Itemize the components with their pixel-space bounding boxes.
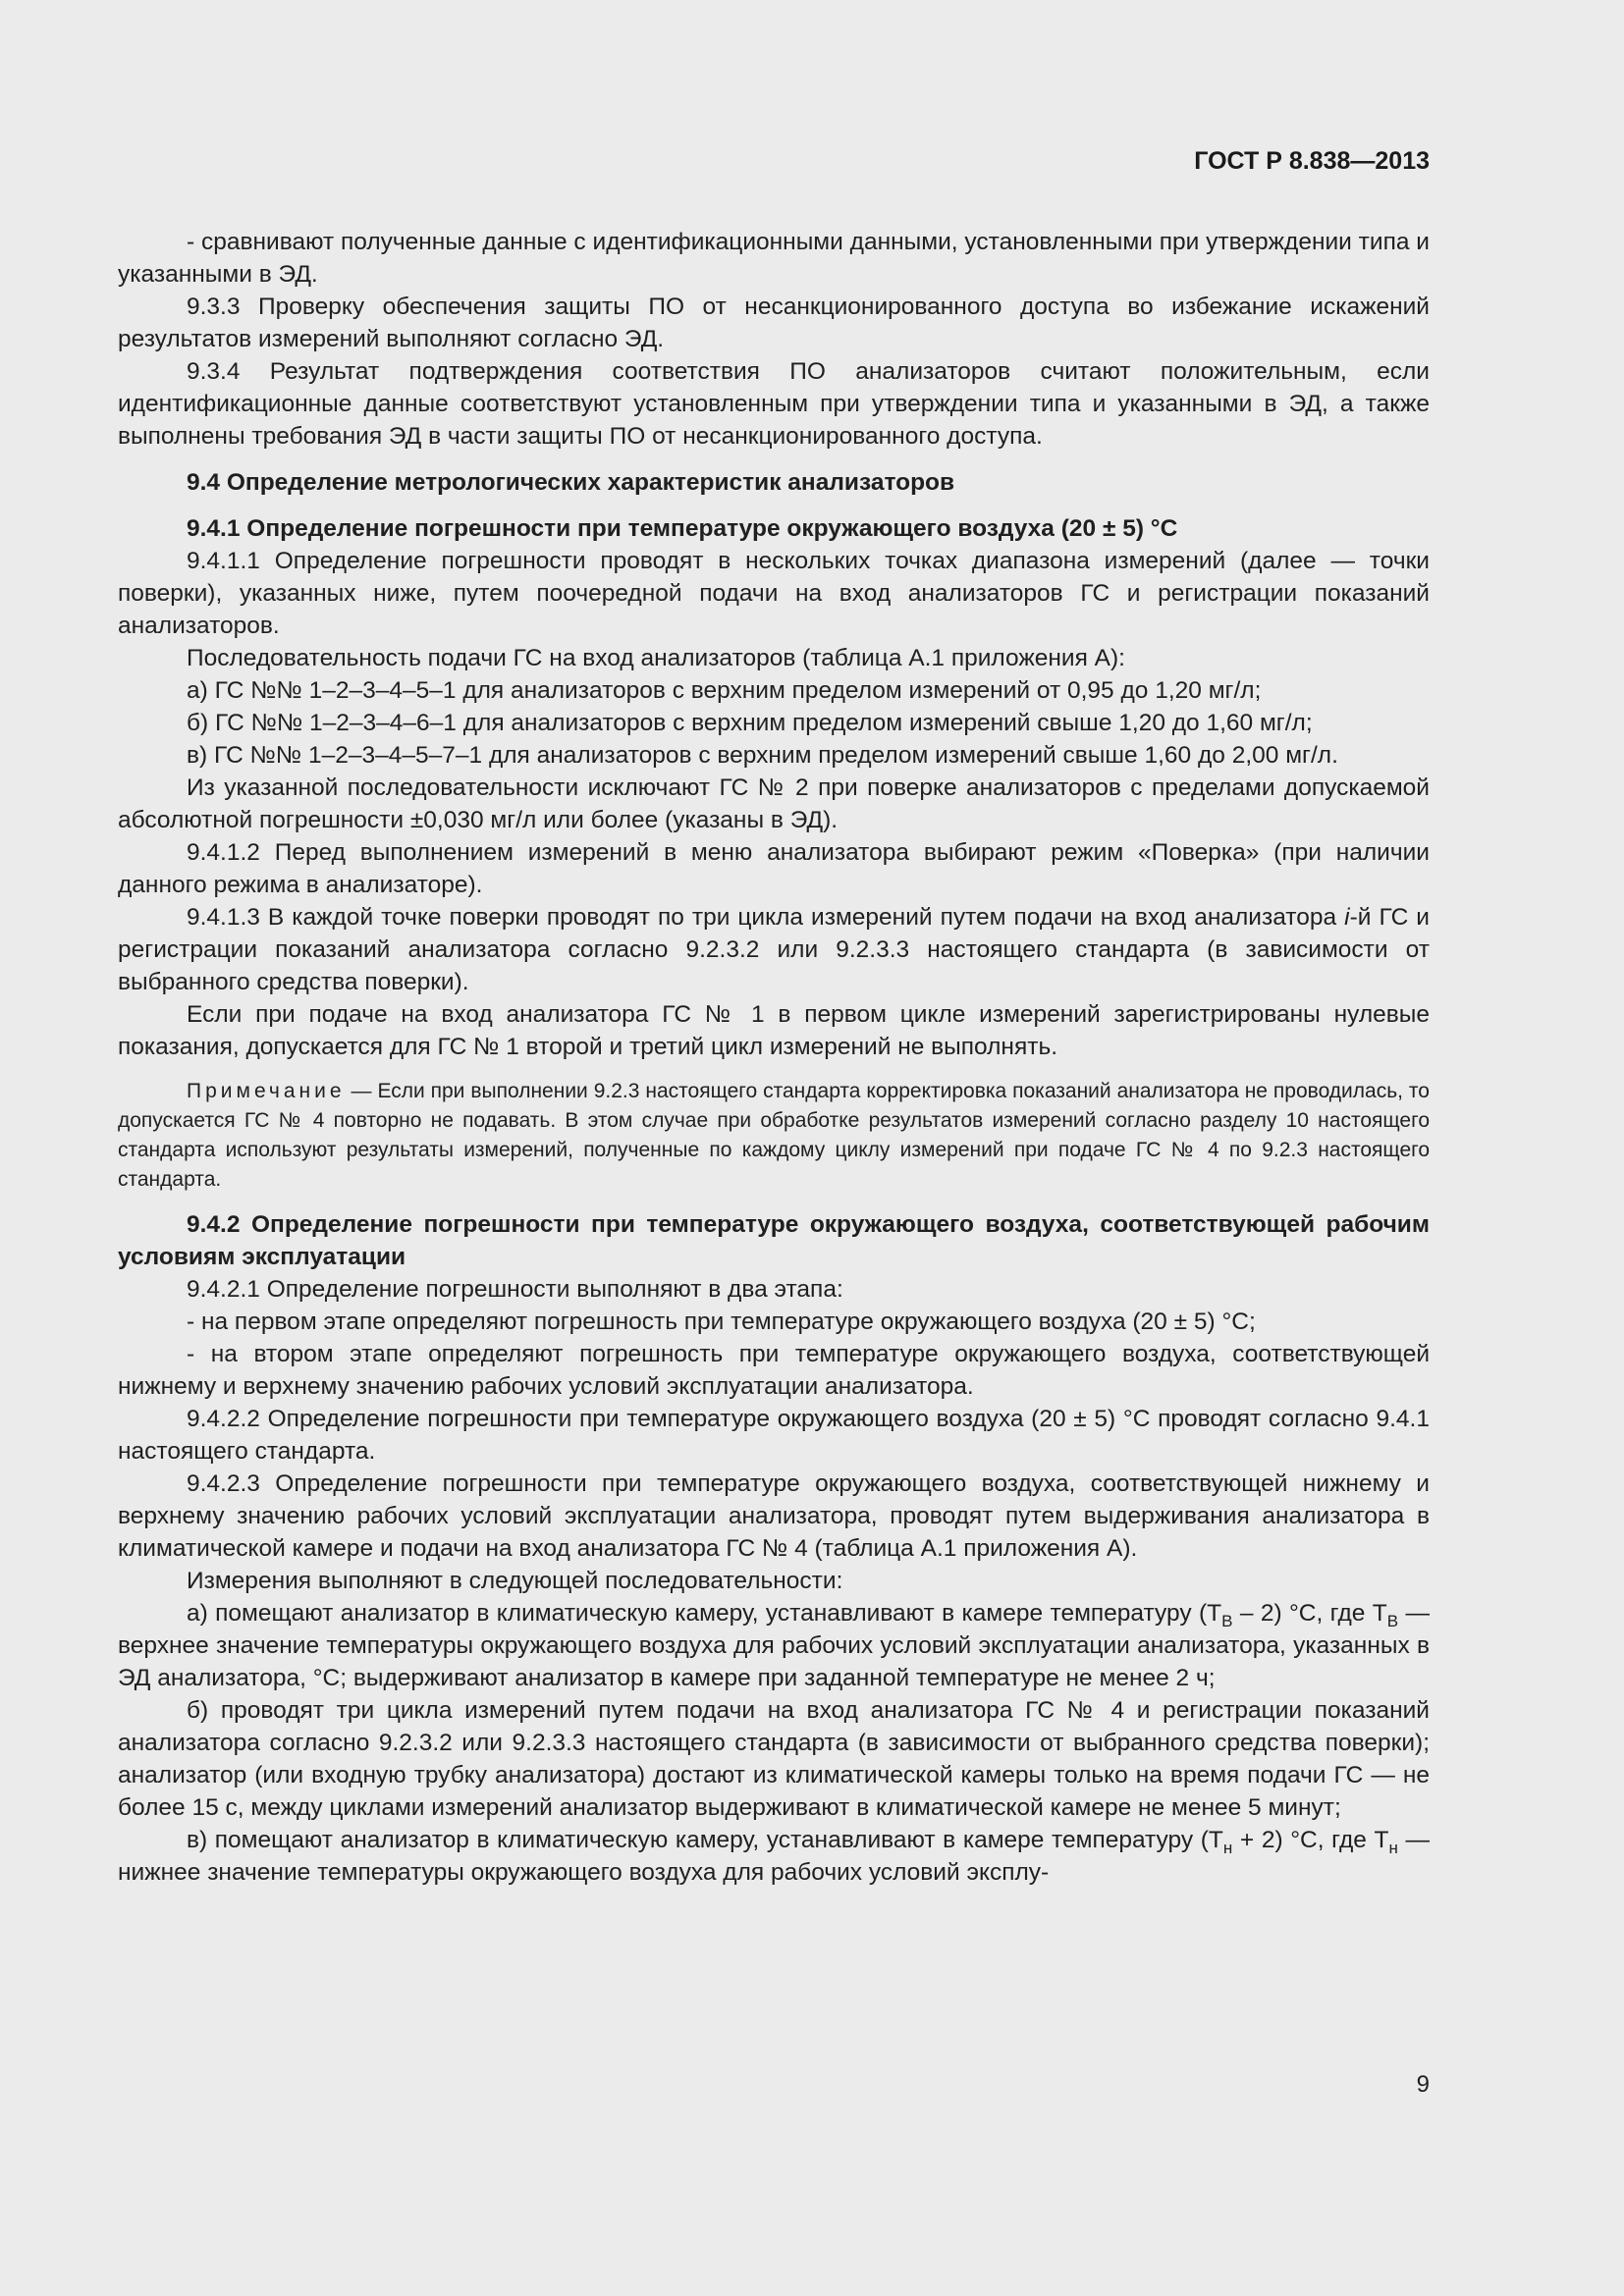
text-run: в) помещают анализатор в климатическую камеру, устанавливают в камере температуру (Т [187, 1827, 1223, 1853]
paragraph: 9.4.1.2 Перед выполнением измерений в меню анализатора выбирают режим «Поверка» (при наличии данного режима в анализаторе). [118, 839, 1430, 898]
paragraph: Из указанной последовательности исключают ГС № 2 при поверке анализаторов с пределами допускаемой абсолютной погрешности ±0,030 мг/л или более (указаны в ЭД). [118, 774, 1430, 833]
list-item [118, 1824, 1430, 1889]
subscript: н [1222, 1838, 1233, 1857]
section-heading-9-4-2: 9.4.2 Определение погрешности при температуре окружающего воздуха, соответствующей рабочим условиям эксплуатации [118, 1211, 1430, 1270]
paragraph: Последовательность подачи ГС на вход анализаторов (таблица А.1 приложения А): [187, 645, 1125, 671]
text-run: -й ГС и регистрации показаний анализатора согласно 9.2.3.2 или 9.2.3.3 настоящего стандарта (в зависимости от выбранного средства поверки). [118, 904, 1430, 995]
paragraph: 9.4.2.3 Определение погрешности при температуре окружающего воздуха, соответствующей нижнему и верхнему значению рабочих условий эксплуатации анализатора, проводят путем выдерживания анализатора в климатической камере и подачи на вход анализатора ГС № 4 (таблица А.1 приложения А). [118, 1470, 1430, 1562]
page-number: 9 [1416, 2071, 1430, 2098]
subscript: В [1386, 1611, 1399, 1630]
paragraph: 9.4.1.1 Определение погрешности проводят в нескольких точках диапазона измерений (далее — точки поверки), указанных ниже, путем поочередной подачи на вход анализаторов ГС и регистрации показаний анализаторов. [118, 548, 1430, 639]
text-run: + 2) °С, где Т [1232, 1827, 1389, 1853]
subscript: В [1221, 1611, 1233, 1630]
paragraph: 9.3.3 Проверку обеспечения защиты ПО от несанкционированного доступа во избежание искажений результатов измерений выполняют согласно ЭД. [118, 294, 1430, 352]
list-item: б) проводят три цикла измерений путем подачи на вход анализатора ГС № 4 и регистрации показаний анализатора согласно 9.2.3.2 или 9.2.3.3 настоящего стандарта (в зависимости от выбранного средства поверки); анализатор (или входную трубку анализатора) достают из климатической камеры только на время подачи ГС — не более 15 с, между циклами измерений анализатор выдерживают в климатической камере не менее 5 минут; [118, 1697, 1430, 1821]
paragraph: Измерения выполняют в следующей последовательности: [187, 1568, 843, 1594]
text-run: — нижнее значение температуры окружающего воздуха для рабочих условий эксплу- [118, 1827, 1430, 1886]
note [118, 1077, 1430, 1195]
list-item: - на втором этапе определяют погрешность при температуре окружающего воздуха, соответствующей нижнему и верхнему значению рабочих условий эксплуатации анализатора. [118, 1341, 1430, 1400]
text-run: – 2) °С, где Т [1232, 1600, 1387, 1627]
list-item: б) ГС №№ 1–2–3–4–6–1 для анализаторов с верхним пределом измерений свыше 1,20 до 1,60 мг/л; [187, 710, 1313, 736]
text-run: а) помещают анализатор в климатическую камеру, устанавливают в камере температуру (Т [187, 1600, 1222, 1627]
list-item: - на первом этапе определяют погрешность при температуре окружающего воздуха (20 ± 5) °С; [187, 1308, 1256, 1335]
paragraph: 9.4.2.1 Определение погрешности выполняют в два этапа: [187, 1276, 843, 1303]
document-header: ГОСТ Р 8.838—2013 [1194, 147, 1430, 175]
subscript: н [1388, 1838, 1398, 1857]
paragraph: 9.3.4 Результат подтверждения соответствия ПО анализаторов считают положительным, если идентификационные данные соответствуют установленным при утверждении типа и указанными в ЭД, а также выполнены требования ЭД в части защиты ПО от несанкционированного доступа. [118, 358, 1430, 450]
note-label: Примечание [187, 1080, 346, 1102]
paragraph: 9.4.2.2 Определение погрешности при температуре окружающего воздуха (20 ± 5) °С проводят согласно 9.4.1 настоящего стандарта. [118, 1406, 1430, 1465]
list-item [118, 1597, 1430, 1694]
text-run: 9.4.1.3 В каждой точке поверки проводят по три цикла измерений путем подачи на вход анализатора [187, 904, 1345, 931]
list-item: а) ГС №№ 1–2–3–4–5–1 для анализаторов с верхним пределом измерений от 0,95 до 1,20 мг/л; [187, 677, 1262, 704]
paragraph: Если при подаче на вход анализатора ГС № 1 в первом цикле измерений зарегистрированы нулевые показания, допускается для ГС № 1 второй и третий цикл измерений не выполнять. [118, 1001, 1430, 1060]
italic-variable: i [1344, 904, 1350, 931]
paragraph [118, 901, 1430, 998]
document-body [118, 226, 1430, 1889]
list-item: в) ГС №№ 1–2–3–4–5–7–1 для анализаторов с верхним пределом измерений свыше 1,60 до 2,00 мг/л. [187, 742, 1338, 769]
section-heading-9-4-1: 9.4.1 Определение погрешности при температуре окружающего воздуха (20 ± 5) °С [187, 515, 1178, 542]
text-run: — верхнее значение температуры окружающего воздуха для рабочих условий эксплуатации анализатора, указанных в ЭД анализатора, °С; выдерживают анализатор в камере при заданной температуре не менее 2 ч; [118, 1600, 1430, 1691]
paragraph: - сравнивают полученные данные с идентификационными данными, установленными при утверждении типа и указанными в ЭД. [118, 229, 1430, 288]
section-heading-9-4: 9.4 Определение метрологических характеристик анализаторов [187, 469, 955, 496]
note-text: — Если при выполнении 9.2.3 настоящего стандарта корректировка показаний анализатора не проводилась, то допускается ГС № 4 повторно не подавать. В этом случае при обработке результатов измерений согласно разделу 10 настоящего стандарта используют результаты измерений, полученные по каждому циклу измерений при подаче ГС № 4 по 9.2.3 настоящего стандарта. [118, 1080, 1430, 1191]
